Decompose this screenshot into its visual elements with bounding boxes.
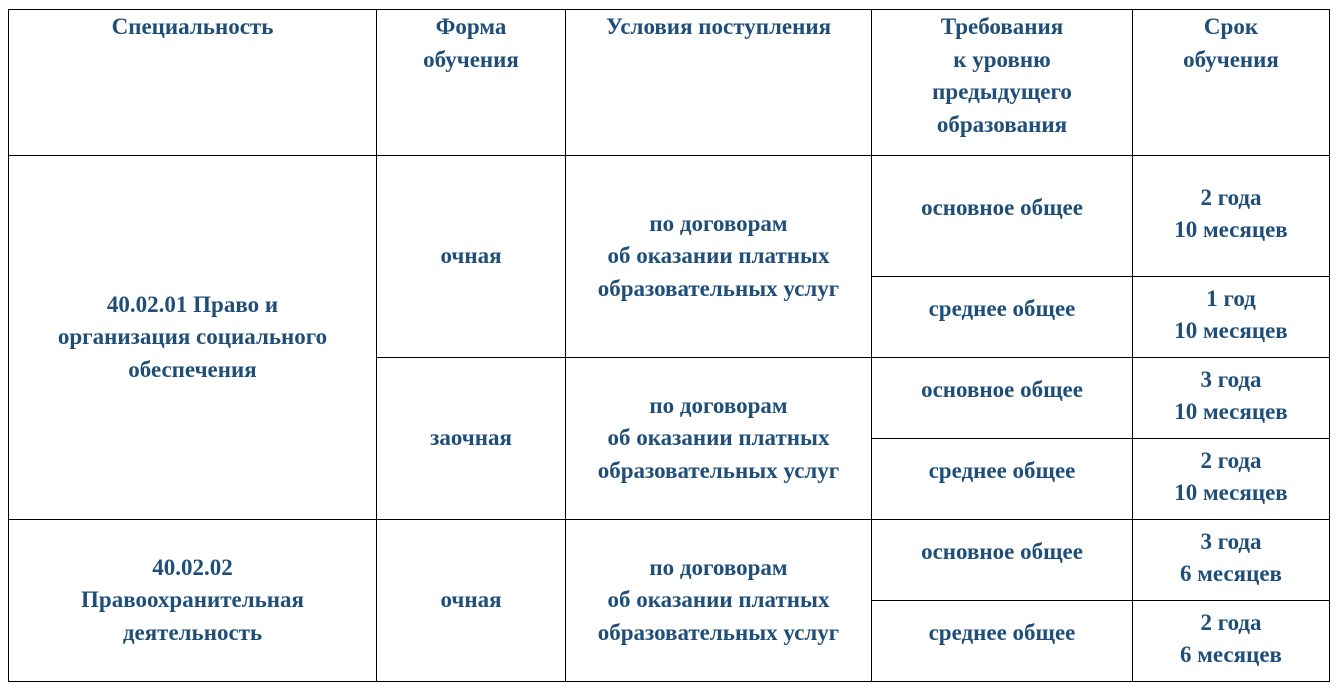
header-admission-conditions: Условия поступления [566, 10, 872, 156]
header-study-form: Форма обучения [377, 10, 566, 156]
education-level-cell: среднее общее [872, 277, 1133, 358]
specialty-cell: 40.02.01 Право и организация социального обеспечения [9, 156, 377, 520]
education-level-cell: среднее общее [872, 439, 1133, 520]
education-level-cell: основное общее [872, 358, 1133, 439]
table-row [9, 520, 1330, 601]
conditions-cell: по договорам об оказании платных образовательных услуг [566, 358, 872, 520]
study-form-cell: заочная [377, 358, 566, 520]
conditions-cell: по договорам об оказании платных образовательных услуг [566, 520, 872, 682]
duration-cell: 2 года 10 месяцев [1133, 156, 1330, 277]
education-level-cell: основное общее [872, 156, 1133, 277]
table-row [9, 156, 1330, 277]
study-form-cell: очная [377, 156, 566, 358]
header-education-requirements: Требования к уровню предыдущего образования [872, 10, 1133, 156]
study-form-cell: очная [377, 520, 566, 682]
header-specialty: Специальность [9, 10, 377, 156]
admission-table [8, 9, 1330, 682]
conditions-cell: по договорам об оказании платных образовательных услуг [566, 156, 872, 358]
header-row [9, 10, 1330, 156]
duration-cell: 3 года 10 месяцев [1133, 358, 1330, 439]
header-study-duration: Срок обучения [1133, 10, 1330, 156]
duration-cell: 3 года 6 месяцев [1133, 520, 1330, 601]
education-level-cell: основное общее [872, 520, 1133, 601]
duration-cell: 2 года 10 месяцев [1133, 439, 1330, 520]
duration-cell: 2 года 6 месяцев [1133, 601, 1330, 682]
education-level-cell: среднее общее [872, 601, 1133, 682]
duration-cell: 1 год 10 месяцев [1133, 277, 1330, 358]
specialty-cell: 40.02.02 Правоохранительная деятельность [9, 520, 377, 682]
